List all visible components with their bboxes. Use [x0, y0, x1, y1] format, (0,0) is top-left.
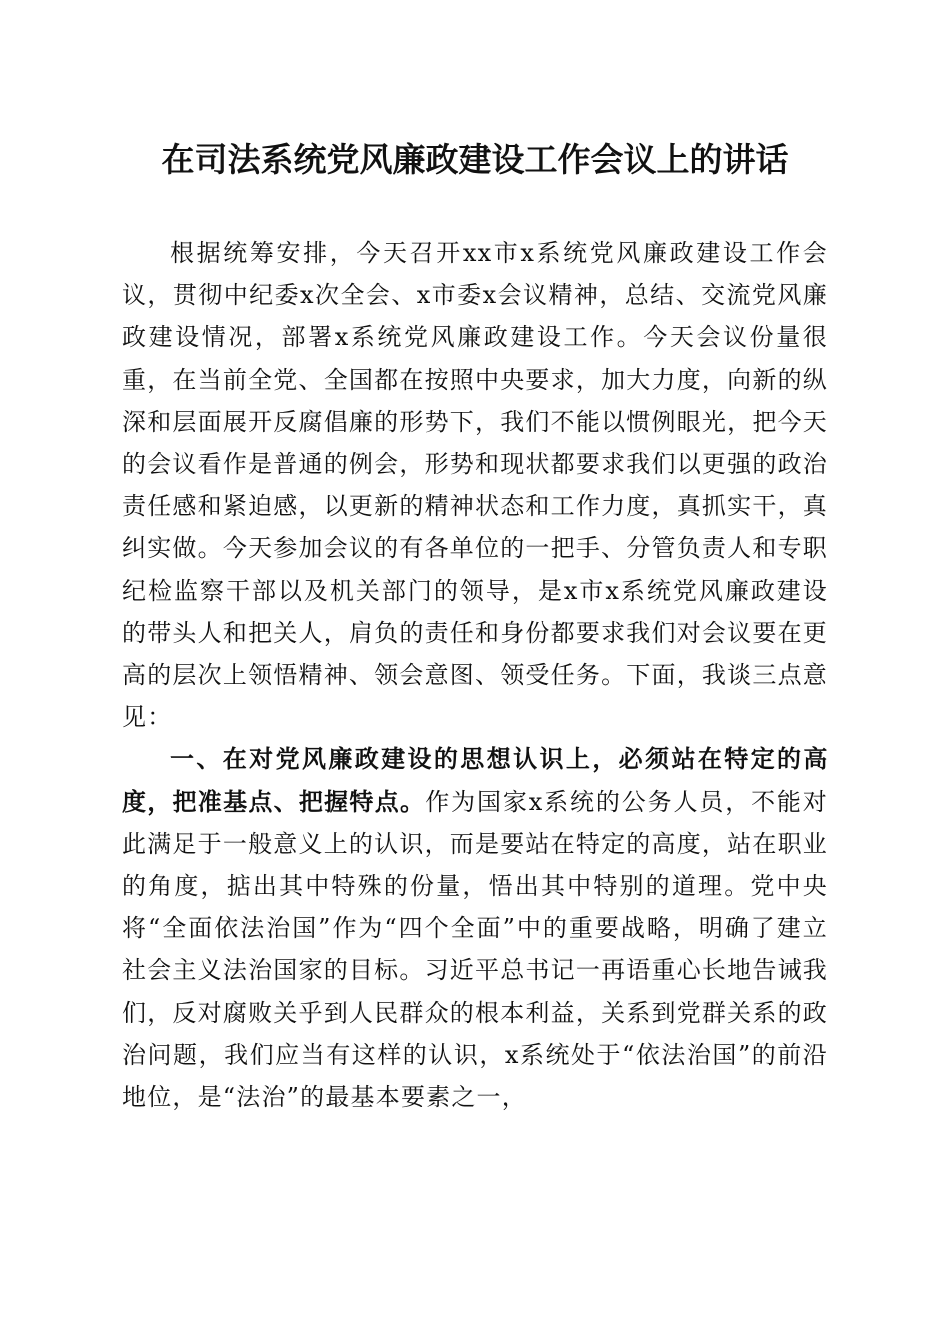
document-body: [122, 232, 828, 1118]
section-one-heading: 一、在对党风廉政建设的思想认识上，必须站在特定的高度，把准基点、把握特点。: [122, 745, 828, 816]
section-one-paragraph: [122, 738, 828, 1118]
section-one-text: 作为国家x系统的公务人员，不能对此满足于一般意义上的认识，而是要站在特定的高度，站在职业的角度，掂出其中特殊的份量，悟出其中特别的道理。党中央将“全面依法治国”作为“四个全面”中的重要战略，明确了建立社会主义法治国家的目标。习近平总书记一再语重心长地告诫我们，反对腐败关乎到人民群众的根本利益，关系到党群关系的政治问题，我们应当有这样的认识，x系统处于“依法治国”的前沿地位，是“法治”的最基本要素之一，: [122, 787, 829, 1112]
intro-paragraph: 根据统筹安排，今天召开xx市x系统党风廉政建设工作会议，贯彻中纪委x次全会、x市委x会议精神，总结、交流党风廉政建设情况，部署x系统党风廉政建设工作。今天会议份量很重，在当前全党、全国都在按照中央要求，加大力度，向新的纵深和层面展开反腐倡廉的形势下，我们不能以惯例眼光，把今天的会议看作是普通的例会，形势和现状都要求我们以更强的政治责任感和紧迫感，以更新的精神状态和工作力度，真抓实干，真纠实做。今天参加会议的有各单位的一把手、分管负责人和专职纪检监察干部以及机关部门的领导，是x市x系统党风廉政建设的带头人和把关人，肩负的责任和身份都要求我们对会议要在更高的层次上领悟精神、领会意图、领受任务。下面，我谈三点意见：: [122, 239, 828, 732]
document-title: 在司法系统党风廉政建设工作会议上的讲话: [161, 140, 789, 179]
